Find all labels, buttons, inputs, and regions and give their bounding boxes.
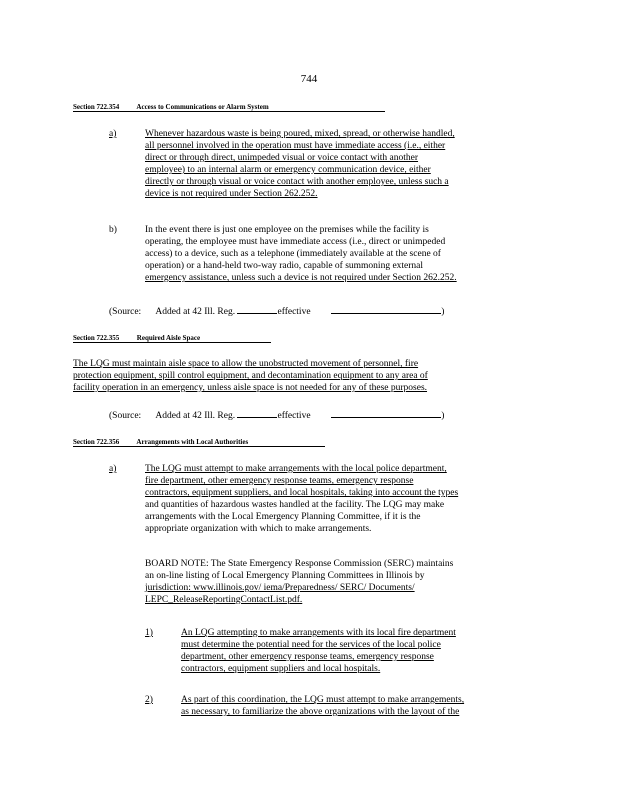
text-line: as necessary, to familiarize the above organizations with the layout of the <box>181 707 460 717</box>
source-close: ) <box>441 307 445 317</box>
source-prefix: (Source: <box>109 411 142 421</box>
text-line: contractors, equipment suppliers and local hospitals. <box>181 664 381 674</box>
blank-line <box>331 313 441 314</box>
paragraph-722-355 <box>73 358 428 394</box>
section-heading-722-356 <box>73 438 325 447</box>
source-text: Added at 42 Ill. Reg. <box>155 411 236 421</box>
item-label: a) <box>109 464 117 474</box>
subitem-label: 2) <box>145 695 153 705</box>
text-line: employee) to an internal alarm or emergency communication device, either <box>145 165 431 175</box>
text-line: an on-line listing of Local Emergency Planning Committees in Illinois by <box>145 571 425 581</box>
section-number: Section 722.354 <box>73 103 120 111</box>
source-text: Added at 42 Ill. Reg. <box>155 307 236 317</box>
section-title: Required Aisle Space <box>136 334 201 342</box>
blank-line <box>237 313 277 314</box>
text-line: appropriate organization with which to make arrangements. <box>145 524 372 534</box>
section-heading-722-355 <box>73 334 271 343</box>
text-line: fire department, other emergency response teams, emergency response <box>145 476 414 486</box>
text-line: The LQG must attempt to make arrangements with the local police department, <box>145 464 447 474</box>
text-line: facility operation in an emergency, unless aisle space is not needed for any of these purposes. <box>73 383 428 393</box>
text-line: BOARD NOTE: The State Emergency Response Commission (SERC) maintains <box>145 559 454 569</box>
text-line: directly or through visual or voice contact with another employee, unless such a <box>145 177 449 187</box>
blank-line <box>331 417 441 418</box>
source-effective: effective <box>277 307 311 317</box>
text-line: The LQG must maintain aisle space to allow the unobstructed movement of personnel, fire <box>73 359 419 369</box>
section-title: Arrangements with Local Authorities <box>136 438 249 446</box>
text-line: jurisdiction: www.illinois.gov/ iema/Preparedness/ SERC/ Documents/ <box>145 583 415 593</box>
item-label: a) <box>109 129 117 139</box>
text-line: must determine the potential need for the services of the local police <box>181 640 441 650</box>
section-number: Section 722.356 <box>73 438 120 446</box>
text-line: direct or through direct, unimpeded visual or voice contact with another <box>145 153 419 163</box>
source-effective: effective <box>277 411 311 421</box>
text-line: As part of this coordination, the LQG must attempt to make arrangements, <box>181 695 465 705</box>
page-number: 744 <box>300 73 318 85</box>
text-line: device is not required under Section 262.252. <box>145 189 318 199</box>
text-line: LEPC_ReleaseReportingContactList.pdf. <box>145 595 303 605</box>
text-line: operating, the employee must have immediate access (i.e., direct or unimpeded <box>145 237 446 247</box>
text-line: arrangements with the Local Emergency Planning Committee, if it is the <box>145 512 421 522</box>
text-line: An LQG attempting to make arrangements with its local fire department <box>181 628 456 638</box>
source-prefix: (Source: <box>109 307 142 317</box>
text-line: contractors, equipment suppliers, and local hospitals, taking into account the types <box>145 488 459 498</box>
paragraph-722-354-a <box>145 128 455 200</box>
text-line: and quantities of hazardous wastes handled at the facility. The LQG may make <box>145 500 445 510</box>
text-line: Whenever hazardous waste is being poured, mixed, spread, or otherwise handled, <box>145 129 455 139</box>
paragraph-722-356-a-1 <box>181 627 456 675</box>
paragraph-722-354-b <box>145 224 457 284</box>
text-line: department, other emergency response teams, emergency response <box>181 652 434 662</box>
section-title: Access to Communications or Alarm System <box>136 103 269 111</box>
text-line: emergency assistance, unless such a device is not required under Section 262.252. <box>145 273 457 283</box>
source-note <box>109 410 444 422</box>
source-note <box>109 306 444 318</box>
section-number: Section 722.355 <box>73 334 120 342</box>
text-line: In the event there is just one employee on the premises while the facility is <box>145 225 429 235</box>
text-line: protection equipment, spill control equipment, and decontamination equipment to any area of <box>73 371 428 381</box>
source-close: ) <box>441 411 445 421</box>
subitem-label: 1) <box>145 628 153 638</box>
blank-line <box>237 417 277 418</box>
section-heading-722-354 <box>73 103 385 112</box>
item-label: b) <box>109 225 117 235</box>
board-note <box>145 558 453 606</box>
paragraph-722-356-a-2 <box>181 694 464 718</box>
text-line: all personnel involved in the operation must have immediate access (i.e., either <box>145 141 446 151</box>
paragraph-722-356-a <box>145 463 458 535</box>
text-line: operation) or a hand-held two-way radio, capable of summoning external <box>145 261 424 271</box>
text-line: access) to a device, such as a telephone (immediately available at the scene of <box>145 249 441 259</box>
